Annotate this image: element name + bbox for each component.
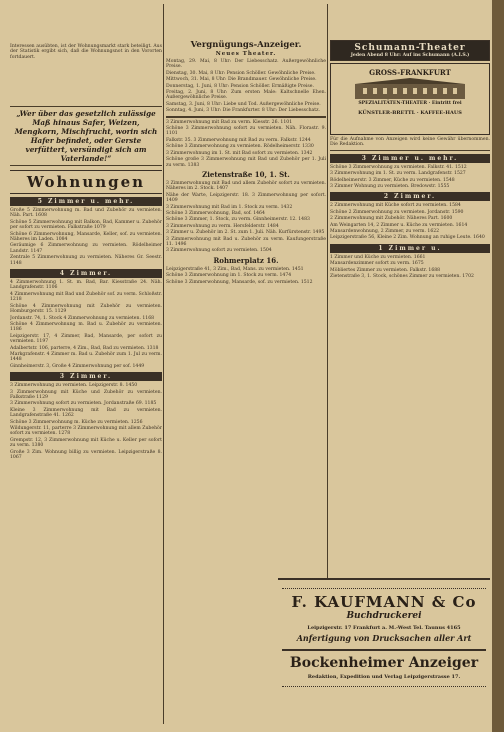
classified-ad: Donnerstag, 1. Juni, 8 Uhr: Pension Schöller. Ermäßigte Preise. <box>166 83 314 89</box>
vaterland-quote: „Wer über das gesetzlich zulässige Maß hinaus Safer, Weizen, Mengkorn, Mischfrucht, worin sich Hafer befindet, oder Gerste verfüttert, versündigt sich am Vaterlande!“ <box>14 109 158 163</box>
section-4-rooms: 4 Zimmer. <box>10 269 162 278</box>
classified-ad: Markgrafenstr. 4 Zimmer m. Bad u. Zubehör zum 1. Jul zu verm. 1448 <box>10 351 162 363</box>
rohmerplatz-heading: Rohmerplatz 16. <box>213 255 279 265</box>
kaufmann-work: Anfertigung von Drucksachen aller Art <box>296 633 472 643</box>
zietenstrasse-heading: Zietenstraße 10, 1. St. <box>202 169 290 179</box>
gross-frankfurt-ad <box>330 63 490 135</box>
classified-ad: 3 Zimmerwohnung zu verm. Hersfelderstr. 1484 <box>166 223 279 229</box>
section-right-3: 3 Zimmer u. mehr. <box>330 154 490 163</box>
divider <box>10 106 162 107</box>
theater-program <box>166 59 326 114</box>
classified-ad: 3 Zimmer u. Zubehör im 2. St. zum 1. Juli. Näh. Kurfürstenstr. 1495 <box>166 230 325 236</box>
classified-ad: Zentrale 5 Zimmerwohnung zu vermieten. Näheres Gr. Seestr. 1148 <box>10 255 162 266</box>
intro-text: Interessen ausübten, ist der Wohnungsmarkt stark beteiligt. Aus der Statistik ergibt sich, daß die Wohnungsnot in den Vororten fortdauert. <box>10 44 162 60</box>
classified-ad: Kleine 3 Zimmerwohnung mit Bad zu vermieten. Landgrafenstraße 41. 1262 <box>10 407 162 419</box>
classified-ad: Samstag, 3. Juni, 8 Uhr: Liebe und Tod. Außergewöhnliche Preise. <box>166 101 321 107</box>
column-left <box>10 0 162 461</box>
classified-ad: 3 Zimmerwohnung im 1. St. zu verm. Landgrafenstr. 1527 <box>330 171 466 177</box>
classified-ad: 3 Zimmerwohnung sofort zu vermieten. Jordanstraße 69. 1185 <box>10 401 157 407</box>
classified-ad: Große 5 Zimmerwohnung m. Bad und Zubehör zu vermieten. Näh. Part. 1608 <box>10 208 162 219</box>
divider <box>10 165 162 166</box>
classified-ad: Geräumige 6 Zimmerwohnung zu vermieten. Rödelheimer Landstr. 1147 <box>10 243 162 254</box>
anzeiger-subtitle: Redaktion, Expedition und Verlag Leipzigerstrasse 17. <box>307 674 461 680</box>
ads-5-rooms <box>10 208 162 266</box>
ads-right-b <box>330 203 490 240</box>
classified-ad: 3 Zimmerwohnung zu vermieten. Leipzigerstr. 8. 1450 <box>10 383 138 389</box>
schumann-title: Schumann-Theater <box>354 43 466 53</box>
ornament-line <box>282 582 486 589</box>
classified-ad: Nähe der Warte, Leipzigerstr. 18. 3 Zimmerwohnung per sofort. 1409 <box>166 192 326 204</box>
building-illustration <box>335 78 485 100</box>
classified-ad: Mansardenzimmer sofort zu verm. 1675 <box>330 261 424 267</box>
ads-middle-c <box>166 267 326 285</box>
classified-ad: 3 Zimmerwohnung im 1. St. mit Bad sofort zu vermieten. 1342 <box>166 150 313 156</box>
classified-ad: Am Weingarten 14, 2 Zimmer u. Küche zu vermieten. 1614 <box>330 222 468 228</box>
classified-ad: 2 Zimmerwohnung mit Zubehör. Näheres Part. 1600 <box>330 216 453 222</box>
kaufmann-block <box>278 578 490 728</box>
section-right-1: 1 Zimmer u. <box>330 244 490 253</box>
classified-ad: Möbliertes Zimmer zu vermieten. Falkstr. 1688 <box>330 267 441 273</box>
classified-ad: 4 Zimmerwohnung 1. St. m. Bad, Bar. Kiesstraße 24. Näh. Landgrafenstr. 1106 <box>10 280 162 291</box>
classified-ad: 3 Zimmerwohnung mit Bad u. Zubehör zu verm. Kaufungerstraße 11. 1496 <box>166 236 326 247</box>
classified-ad: Sonntag, 4. Juni, 3 Uhr: Die Frankfurter. 8 Uhr: Der Liebesschatz. <box>166 108 320 114</box>
classified-ad: Schöne 3 Zimmerwohnung zu vermieten. Falkstr. 41. 1512 <box>330 164 467 170</box>
classified-ad: Schöne 2 Zimmerwohnung zu vermieten. Jordanstr. 1590 <box>330 209 464 215</box>
notice-text: Für die Aufnahme von Anzeigen wird keine Gewähr übernommen. Die Redaktion. <box>330 137 490 148</box>
gross-frankfurt-title: GROSS-FRANKFURT <box>369 68 451 77</box>
classified-ad: Jordanstr. 74, 1. Stock 4 Zimmerwohnung zu vermieten. 1168 <box>10 315 155 321</box>
classified-ad: Mittwoch, 31. Mai, 8 Uhr: Die Brandmauer. Gewöhnliche Preise. <box>166 77 317 83</box>
divider <box>282 649 486 651</box>
classified-ad: Schöne große 3 Zimmerwohnung mit Bad und Zubehör per 1. Juli zu verm. 1383 <box>166 157 326 168</box>
classified-ad: Leipzigerstr. 17, 4 Zimmer, Bad, Mansarde, per sofort zu vermieten. 1197 <box>10 333 162 345</box>
classified-ad: 3 Zimmerwohnung mit Bad zu verm. Kiesstr. 26. 1101 <box>166 119 293 125</box>
ads-3-rooms <box>10 383 162 460</box>
classified-ad: Schöne 3 Zimmerwohnung, Mansarde, sof. zu vermieten. 1512 <box>166 279 313 285</box>
ads-middle-a <box>166 120 326 168</box>
classified-ad: 3 Zimmer Wohnung zu vermieten. Bredowstr. 1555 <box>330 184 450 190</box>
classified-ad: 2 Zimmerwohnung mit Küche sofort zu vermieten. 1584 <box>330 203 461 209</box>
classified-ad: Schöne 4 Zimmerwohnung mit Zubehör zu vermieten. Homburgerstr. 15. 1129 <box>10 303 162 315</box>
kaufmann-name: F. KAUFMANN & Co <box>291 593 477 611</box>
classified-ad: Schöne 3 Zimmerwohnung sofort zu vermieten. Näh. Florastr. 9. 1101 <box>166 126 326 137</box>
entertainment-title: Vergnügungs-Anzeiger. <box>190 40 302 50</box>
anzeiger-title: Bockenheimer Anzeiger <box>289 655 479 671</box>
theater-subtitle: Neues Theater. <box>215 51 277 57</box>
classified-ad: Ginnheimerstr. 3, Große 4 Zimmerwohnung per sof. 1449 <box>10 363 145 369</box>
classified-ad: Mansardenwohnung, 2 Zimmer, zu verm. 1622 <box>330 229 440 235</box>
classified-ad: Große 3 Zim. Wohnung billig zu vermieten. Leipzigerstraße 8. 1067 <box>10 449 162 461</box>
classified-ad: Falkstr. 35. 3 Zimmerwohnung mit Bad zu verm. Falkstr. 1244 <box>166 137 311 143</box>
classified-ad: Grempstr. 12, 3 Zimmerwohnung mit Küche u. Keller per sofort zu verm. 1380 <box>10 437 162 449</box>
classified-ad: Leipzigerstraße 56, Kleine 2 Zim. Wohnung an ruhige Leute. 1640 <box>330 235 485 241</box>
classified-ad: Adalbertstr. 106, parterre, 4 Zim., Bad, Bad zu vermieten. 1318 <box>10 345 159 351</box>
classified-ad: 3 Zimmerwohnung mit Bad und allem Zubehör sofort zu vermieten. Näheres im 2. Stock. 1407 <box>166 180 326 192</box>
classified-ad: 4 Zimmerwohnung mit Bad und Zubehör sof. zu verm. Schloßstr. 1218 <box>10 291 162 303</box>
gross-frankfurt-line: SPEZIALITÄTEN-THEATER · Eintritt frei <box>358 101 462 106</box>
classified-ad: Freitag, 2. Juni, 8 Uhr: Zum ersten Male: Kaltschnelle Ehen. Außergewöhnliche Preise. <box>166 90 326 101</box>
wohnungen-heading: Wohnungen <box>10 170 162 194</box>
classified-ad: Montag, 29. Mai, 8 Uhr: Der Liebesschatz. Außergewöhnliche Preise. <box>166 59 326 70</box>
divider <box>330 150 490 151</box>
classified-ad: Wildungerstr. 11, parterre 3 Zimmerwohnung mit allem Zubehör sofort zu vermieten. 1278 <box>10 426 162 437</box>
schumann-subtitle: Jeden Abend 8 Uhr: Auf ins Schumann (A.I.S.) <box>350 53 470 58</box>
ads-4-rooms <box>10 280 162 369</box>
classified-ad: Schöne 3 Zimmerwohnung m. Küche zu vermieten. 1256 <box>10 419 143 425</box>
classified-ad: Dienstag, 30. Mai, 8 Uhr: Pension Schöller. Gewöhnliche Preise. <box>166 70 316 76</box>
section-5-rooms: 5 Zimmer u. mehr. <box>10 197 162 206</box>
section-3-rooms: 3 Zimmer. <box>10 372 162 381</box>
book-binding <box>492 0 504 732</box>
ornament-line <box>282 686 486 693</box>
classified-ad: 3 Zimmerwohnung sofort zu vermieten. 1504 <box>166 248 272 254</box>
classified-ad: Schöne 3 Zimmerwohnung, Bad, sof. 1464 <box>166 210 265 216</box>
classified-ad: Schöne 3 Zimmerwohnung zu vermieten. Rödelheimerstr. 1330 <box>166 144 314 150</box>
classified-ad: Zietenstraße 3, 1. Stock, schönes Zimmer zu vermieten. 1702 <box>330 274 474 280</box>
classified-ad: 3 Zimmerwohnung mit Küche und Zubehör zu vermieten. Falkstraße 1129 <box>10 389 162 400</box>
kaufmann-address: Leipzigerstr. 17 Frankfurt a. M.-West Tel. Taunus 4165 <box>307 625 461 631</box>
classified-ad: Schöne 5 Zimmerwohnung mit Balkon, Bad, Kammer u. Zubehör per sofort zu vermieten. Falkstraße 1079 <box>10 219 162 231</box>
classified-ad: Schöne 3 Zimmerwohnung im 1. Stock zu verm. 1474 <box>166 273 292 279</box>
section-right-2: 2 Zimmer. <box>330 192 490 201</box>
column-right <box>330 0 490 281</box>
column-rule <box>163 4 164 724</box>
classified-ad: Schöne 4 Zimmerwohnung m. Bad u. Zubehör zu vermieten. 1186 <box>10 321 162 333</box>
classified-ad: Schöne 6 Zimmerwohnung, Mansarde, Keller, sof. zu vermieten. Näheres im Laden. 1084 <box>10 231 162 243</box>
schumann-theater-ad <box>330 40 490 61</box>
column-middle <box>166 0 326 286</box>
ads-right-c <box>330 255 490 280</box>
divider <box>166 116 326 118</box>
ads-middle-b <box>166 181 326 254</box>
classified-ad: Schöne 3 Zimmer, 1. Stock, zu verm. Ginnheimerstr. 12. 1483 <box>166 217 310 223</box>
classified-ad: Rödelheimerstr. 3 Zimmer, Küche zu vermieten. 1548 <box>330 177 455 183</box>
classified-ad: 3 Zimmerwohnung mit Bad im 1. Stock zu verm. 1432 <box>166 204 293 210</box>
kaufmann-subtitle: Buchdruckerei <box>346 611 422 621</box>
classified-ad: Leipzigerstraße 41, 3 Zim., Bad, Mans. zu vermieten. 1451 <box>166 266 304 272</box>
classified-ad: 1 Zimmer und Küche zu vermieten. 1661 <box>330 254 426 260</box>
gross-frankfurt-bottom: KÜNSTLER-BRETTL · KAFFEE-HAUS <box>358 110 462 116</box>
ads-right-a <box>330 165 490 190</box>
